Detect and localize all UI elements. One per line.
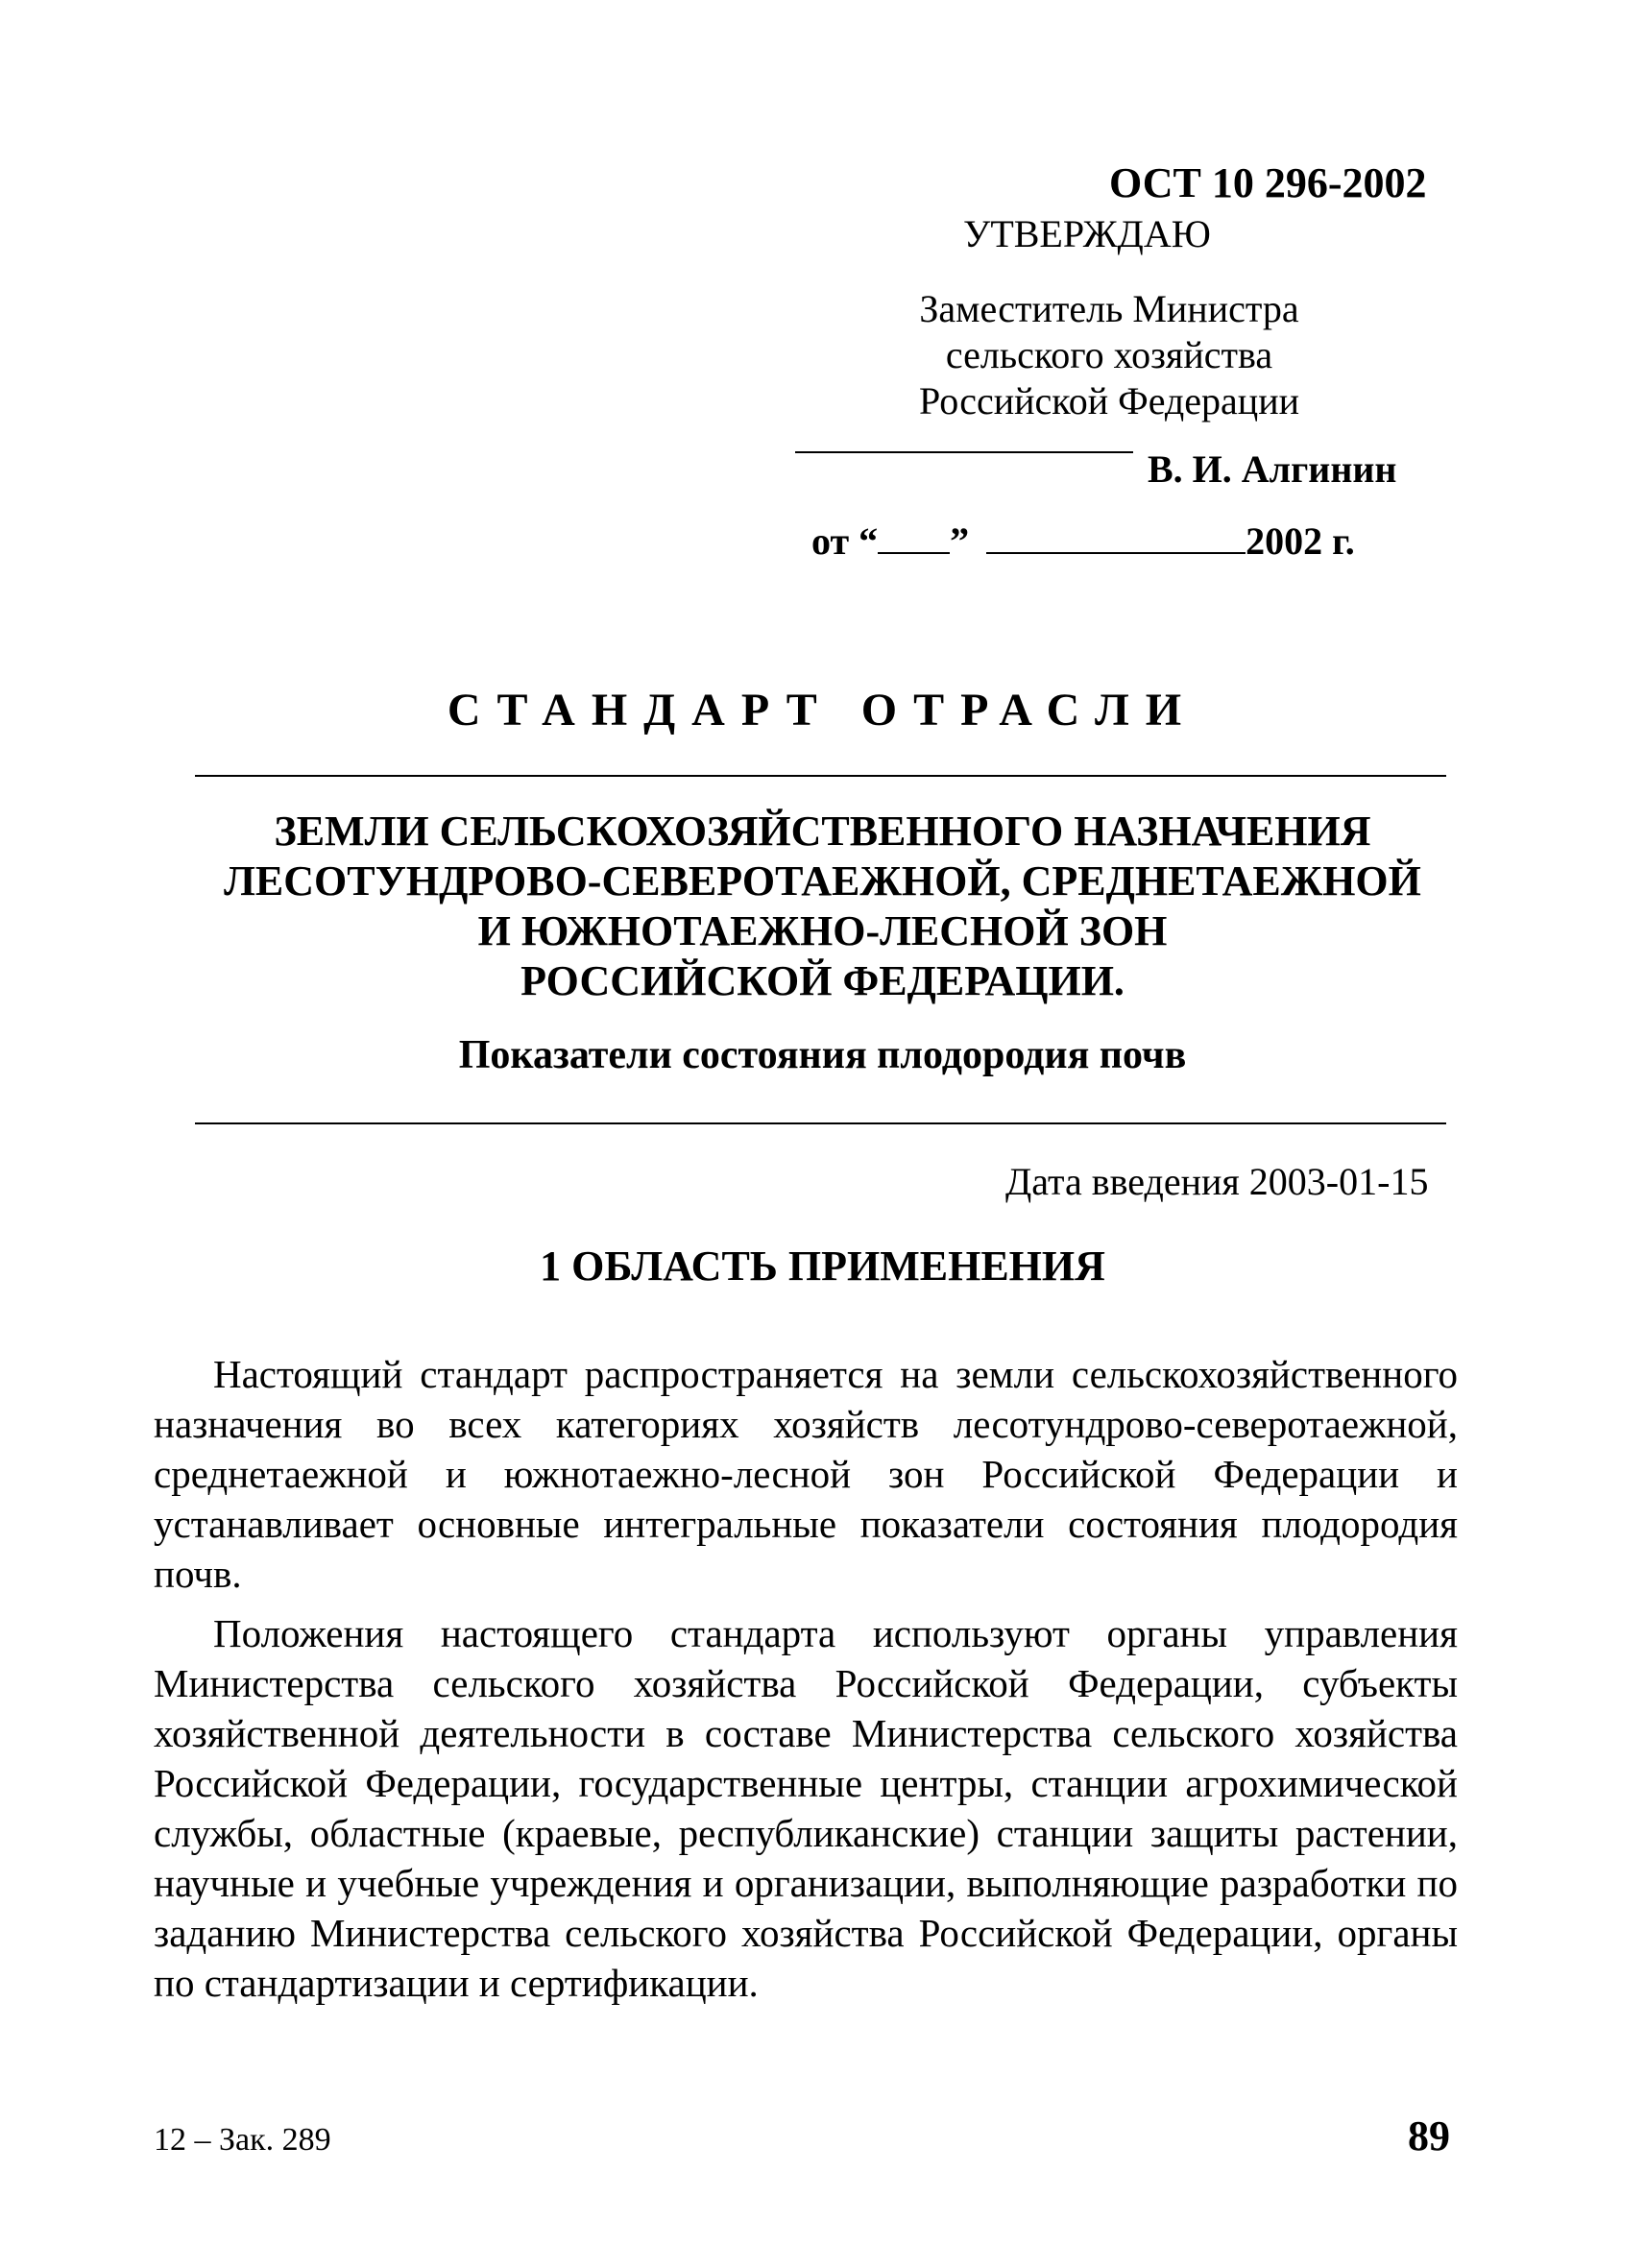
date-quote: ” [950, 519, 970, 563]
approver-line: Заместитель Министра [919, 287, 1299, 330]
approver-title [898, 286, 1320, 424]
signature-line [795, 451, 1133, 453]
date-prefix: от “ [811, 519, 879, 563]
document-code: ОСТ 10 296-2002 [1109, 159, 1427, 206]
signer-name: В. И. Алгинин [1148, 447, 1397, 491]
section-heading: 1 ОБЛАСТЬ ПРИМЕНЕНИЯ [540, 1243, 1105, 1290]
divider [195, 775, 1446, 777]
standard-type-title: СТАНДАРТ ОТРАСЛИ [447, 685, 1198, 736]
approver-line: Российской Федерации [918, 379, 1300, 422]
title-line: И ЮЖНОТАЕЖНО-ЛЕСНОЙ ЗОН [477, 907, 1168, 954]
document-subtitle: Показатели состояния плодородия почв [458, 1033, 1187, 1077]
date-year: 2002 г. [1246, 519, 1355, 563]
introduction-date: Дата введения 2003-01-15 [1005, 1160, 1429, 1203]
document-title [0, 807, 1645, 1006]
title-line: РОССИЙСКОЙ ФЕДЕРАЦИИ. [520, 957, 1125, 1004]
page-number: 89 [1408, 2112, 1450, 2159]
print-order-note: 12 – Зак. 289 [154, 2122, 331, 2158]
approver-line: сельского хозяйства [945, 333, 1273, 376]
approval-date [811, 519, 1355, 564]
day-blank [878, 523, 950, 554]
approval-heading: УТВЕРЖДАЮ [963, 212, 1211, 255]
title-line: ЛЕСОТУНДРОВО-СЕВЕРОТАЕЖНОЙ, СРЕДНЕТАЕЖНОЙ [224, 857, 1421, 905]
paragraph: Положения настоящего стандарта используют органы управления Министерства сельского хозяйства Российской Федерации, субъекты хозяйственной деятельности в составе Министерства сельского хозяйства Российской Федерации, государственные центры, станции агрохимической службы, областные (краевые, республиканские) станции защиты растении, научные и учебные учреждения и организации, выполняющие разработки по заданию Министерства сельского хозяйства Российской Федерации, органы по стандартизации и сертификации. [154, 1611, 1458, 2005]
paragraph: Настоящий стандарт распространяется на земли сельскохозяйственного назначения во всех категориях хозяйств лесотундрово-северотаежной, среднетаежной и южнотаежно-лесной зон Российской Федерации и устанавливает основные интегральные показатели состояния плодородия почв. [154, 1352, 1458, 1596]
month-blank [986, 523, 1246, 554]
title-line: ЗЕМЛИ СЕЛЬСКОХОЗЯЙСТВЕННОГО НАЗНАЧЕНИЯ [274, 808, 1371, 855]
divider [195, 1122, 1446, 1124]
